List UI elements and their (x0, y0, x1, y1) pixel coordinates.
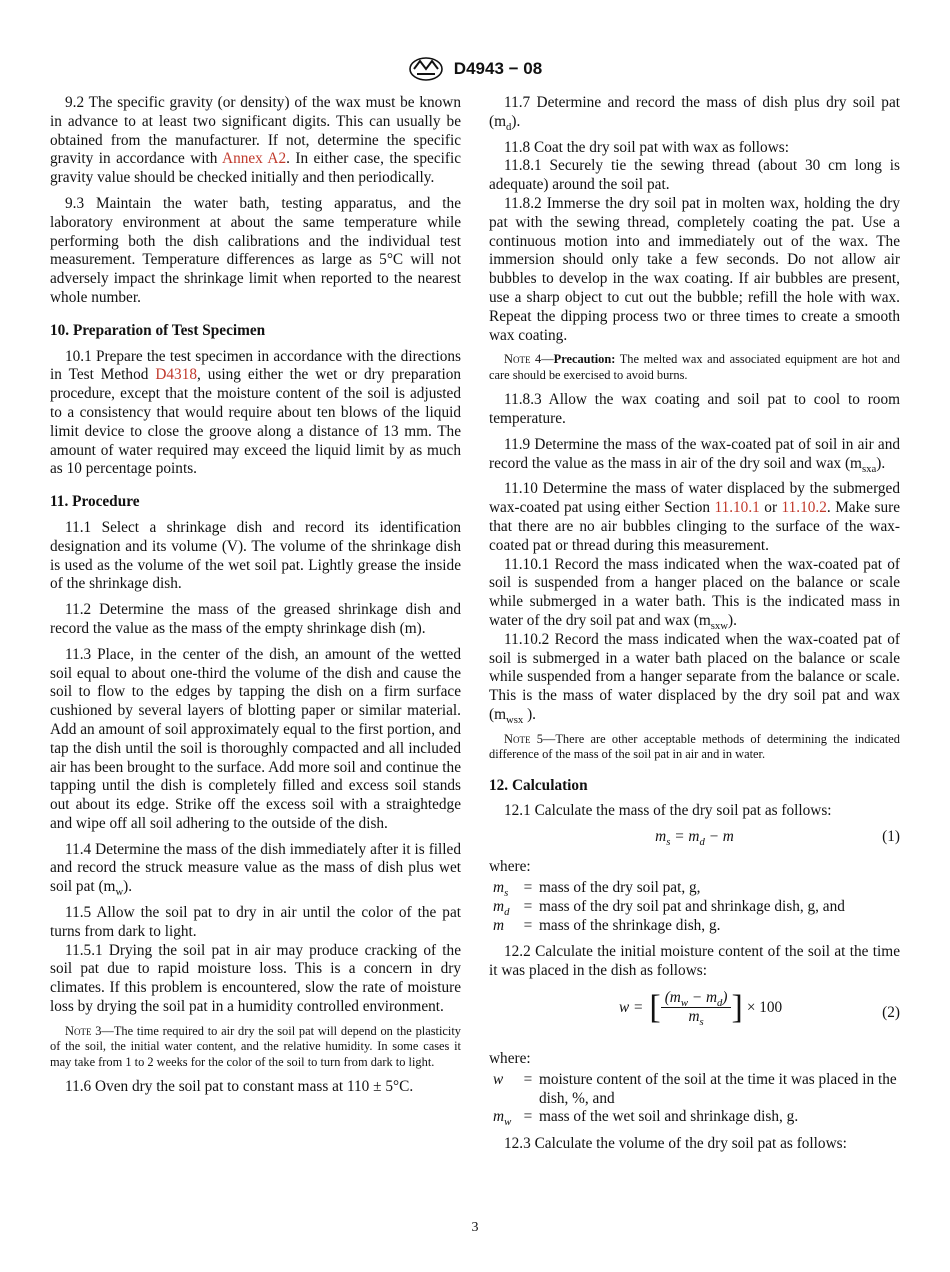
section-11-6: 11.6 Oven dry the soil pat to constant mass at 110 ± 5°C. (65, 1078, 414, 1096)
section-11-5: 11.5 Allow the soil pat to dry in air until the color of the pat turns from dark to light. (50, 904, 461, 940)
section-12-2: 12.2 Calculate the initial moisture content of the soil at the time it was placed in the dish as follows: (489, 943, 900, 980)
definition-w: w = moisture content of the soil at the time it was placed in the dish, %, and (493, 1070, 897, 1107)
section-11-1: 11.1 Select a shrinkage dish and record its identification designation and its volume (V). The volume of the shrinkage dish is used as the volume of the wet soil pat. Lightly grease the inside of the shrinkage dish. (50, 518, 461, 593)
definition-ms: $m_s$ = mass of the dry soil pat, g, (493, 878, 701, 899)
section-11-9: 11.9 Determine the mass of the wax-coated pat of soil in air and record the value as the mass in air of the dry soil and wax $(m_{sxa})$. (489, 435, 900, 475)
equation-1-number: (1) (882, 828, 900, 846)
section-11-4: 11.4 Determine the mass of the dish immediately after it is filled and record the struck measure value as the mass of dish plus wet soil pat $(m_w)$. (50, 840, 461, 899)
document-id: D4943 − 08 (453, 59, 543, 78)
section-11-8: 11.8 Coat the dry soil pat with wax as follows: (504, 138, 789, 156)
heading-10: 10. Preparation of Test Specimen (50, 321, 266, 339)
note-4: Note 4—Precaution: The melted wax and associated equipment are hot and care should be exercised to avoid burns. (489, 352, 900, 382)
right-column (489, 94, 900, 1161)
definitions-1 (489, 879, 900, 935)
section-9-3: 9.3 Maintain the water bath, testing apparatus, and the laboratory environment at about the same temperature while performing both the dish calibrations and the individual test measurement. Temperature differences as large as 5°C will not adversely impact the shrinkage limit when reported to the nearest whole number. (50, 194, 461, 306)
note-5: Note 5—There are other acceptable methods of determining the indicated difference of the mass of the soil pat in air and in water. (489, 731, 900, 762)
d4318-link[interactable]: D4318 (155, 366, 197, 384)
equation-1-formula: $m_s = m_d - m$ (655, 828, 734, 849)
section-11-5-1: 11.5.1 Drying the soil pat in air may produce cracking of the soil pat due to rapid moisture loss. This is a concern in dry climates. If this problem is encountered, slow the rate of moisture loss by drying the soil pat in a humidity controlled environment. (50, 941, 461, 1016)
section-11-10-2: 11.10.2 Record the mass indicated when the wax-coated pat of soil is submerged in a water bath placed on the balance or scale while suspended from a hanger separate from the balance or scale. This is the mass of water displaced by the dry soil pat and wax ($m_{wsx}$ ). (489, 630, 900, 726)
section-11-10: 11.10 Determine the mass of water displaced by the submerged wax-coated pat using either Section 11.10.1 or 11.10.2. Make sure that there are no air bubbles clinging to the surface of the wax-coated pat or thread during this measurement. (489, 480, 900, 554)
link-11-10-2[interactable]: 11.10.2 (781, 499, 827, 517)
section-11-10-1: 11.10.1 Record the mass indicated when the wax-coated pat of soil is suspended from a hanger placed on the balance or scale while submerged in a water bath. This is the indicated mass in water of the dry soil pat and wax $(m_{sxw})$. (489, 555, 900, 632)
section-12-3: 12.3 Calculate the volume of the dry soil pat as follows: (504, 1135, 847, 1153)
equation-1 (489, 828, 900, 852)
annex-a2-link[interactable]: Annex A2 (222, 150, 287, 168)
section-12-1: 12.1 Calculate the mass of the dry soil pat as follows: (504, 802, 832, 820)
definitions-2 (489, 1071, 900, 1127)
definition-m: m = mass of the shrinkage dish, g. (493, 916, 721, 934)
note-3: Note 3—The time required to air dry the soil pat will depend on the plasticity of the soil, the initial water content, and the relative humidity. In some cases it may take from 1 to 2 weeks for the color of the soil to turn from dark to light. (50, 1023, 461, 1069)
astm-logo (408, 56, 444, 82)
heading-11: 11. Procedure (50, 493, 140, 511)
equation-2 (489, 988, 900, 1040)
equation-2-formula: w = [ $(m_w - m_d)$ $m_s$ ] × 100 (619, 988, 783, 1029)
section-11-2: 11.2 Determine the mass of the greased shrinkage dish and record the value as the mass of the empty shrinkage dish (m). (50, 601, 461, 637)
equation-2-number: (2) (882, 1003, 900, 1021)
page-header (0, 56, 950, 82)
definition-mw: $m_w$ = mass of the wet soil and shrinkage dish, g. (493, 1108, 799, 1129)
heading-12: 12. Calculation (489, 776, 588, 794)
left-column (50, 94, 461, 1104)
where-label-1: where: (489, 858, 531, 876)
section-11-8-1: 11.8.1 Securely tie the sewing thread (about 30 cm long is adequate) around the soil pat. (489, 157, 900, 194)
section-10-1: 10.1 Prepare the test specimen in accordance with the directions in Test Method D4318, using either the wet or dry preparation procedure, except that the moisture content of the soil is adjusted to a consistency that would require about ten blows of the liquid limit device to close the groove along a distance of 13 mm. The amount of water required may exceed the liquid limit by as much as 10 percentage points. (50, 347, 462, 478)
link-11-10-1[interactable]: 11.10.1 (714, 499, 760, 517)
section-11-3: 11.3 Place, in the center of the dish, an amount of the wetted soil equal to about one-third the volume of the dish and cause the soil to flow to the edges by tapping the dish on a firm surface cushioned by several layers of blotting paper or similar material. Add an amount of soil approximately equal to the first portion, and tap the dish until the soil is thoroughly compacted and all included air has been brought to the surface. Add more soil and continue the tapping until the dish is completely filled and excess soil stands out about its edge. Strike off the excess soil with a straightedge and wipe off all soil adhering to the outside of the dish. (50, 645, 461, 832)
section-11-8-3: 11.8.3 Allow the wax coating and soil pat to cool to room temperature. (489, 391, 900, 427)
page-number: 3 (471, 1220, 479, 1235)
definition-md: $m_d$ = mass of the dry soil pat and shrinkage dish, g, and (493, 897, 845, 918)
section-9-2: 9.2 The specific gravity (or density) of the wax must be known in advance to at least two significant digits. This can usually be obtained from the manufacturer. If not, determine the specific gravity in accordance with Annex A2. In either case, the specific gravity value should be checked initially and then periodically. (50, 94, 461, 187)
where-label-2: where: (489, 1049, 531, 1067)
section-11-7: 11.7 Determine and record the mass of dish plus dry soil pat $(m_d)$. (489, 94, 900, 133)
section-11-8-2: 11.8.2 Immerse the dry soil pat in molten wax, holding the dry pat with the sewing thread, completely coating the pat. Use a continuous motion into and immediately out of the wax. The immersion should only take a few seconds. Do not allow air bubbles to develop in the wax coating. If air bubbles are present, use a sharp object to cut out the bubble; refill the hole with wax. Repeat the dipping process two or three times to create a smooth wax coating. (489, 194, 900, 344)
